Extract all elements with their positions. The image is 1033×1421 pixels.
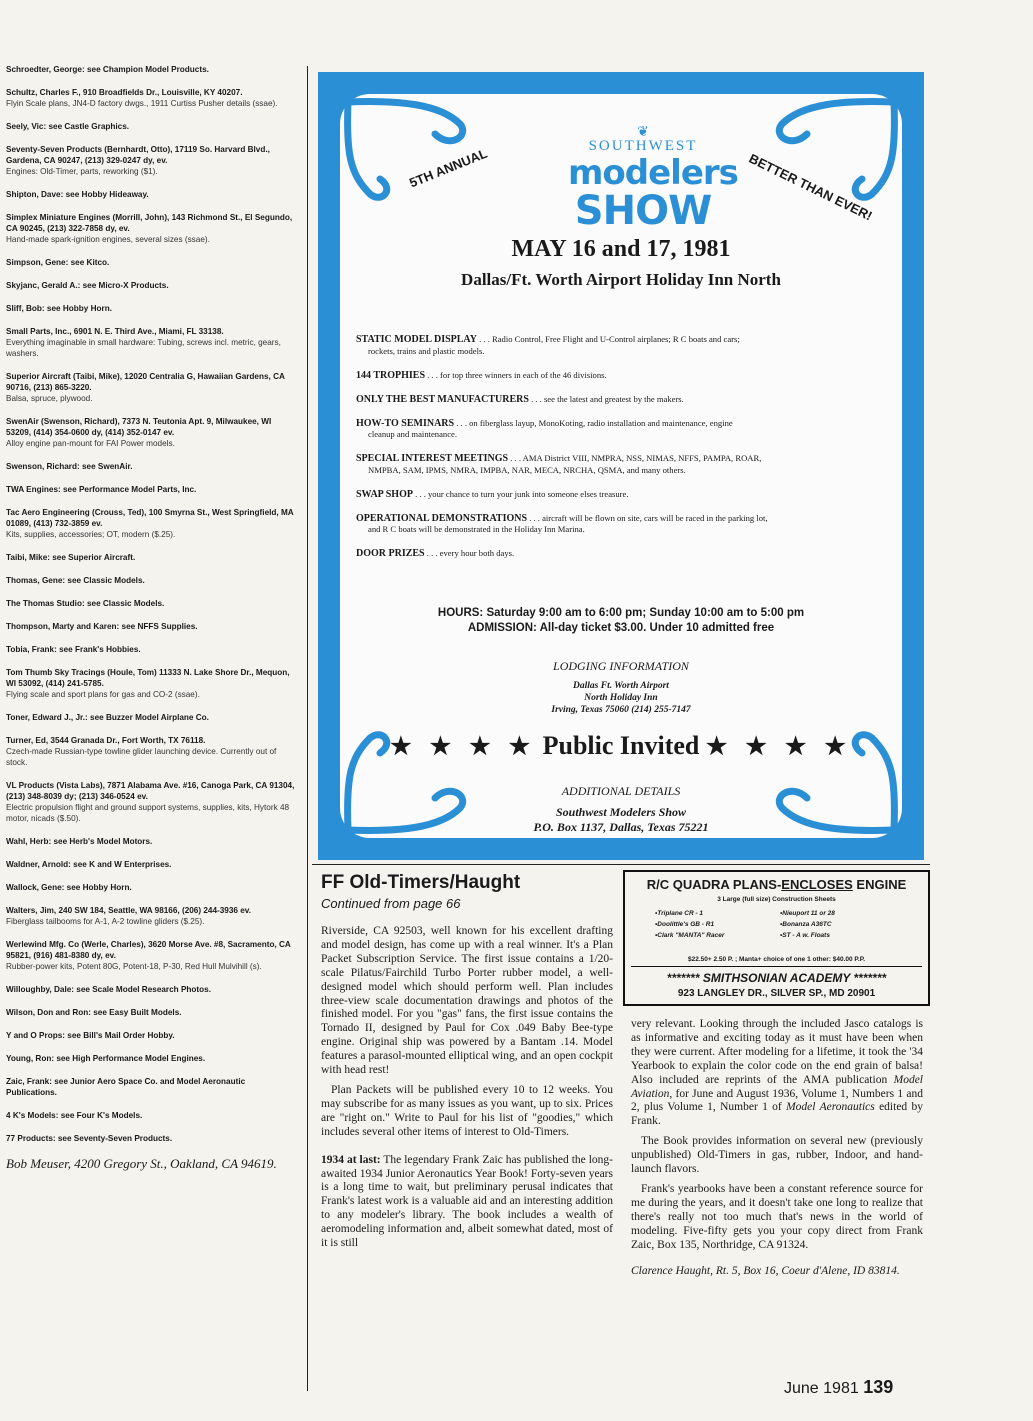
publication-name: Model Aeronautics — [786, 1101, 875, 1114]
quadra-title-a: R/C QUADRA PLANS- — [646, 877, 782, 892]
directory-entry — [6, 1007, 298, 1018]
feature-label: HOW-TO SEMINARS — [356, 417, 455, 429]
quadra-price: $22.50+ 2.50 P. ; Manta+ choice of one 1 other: $40.00 P.P. — [687, 956, 866, 963]
entry-heading: TWA Engines: see Performance Model Parts, Inc. — [6, 485, 197, 494]
star-icon: ★ ★ ★ ★ — [705, 734, 852, 760]
lodging-title: LODGING INFORMATION — [553, 659, 689, 673]
directory-entry — [6, 1053, 298, 1064]
directory-entry — [6, 87, 298, 109]
entry-description: Czech-made Russian-type towline glider launching device. Currently out of stock. — [6, 747, 277, 767]
article-paragraph: Frank's yearbooks have been a constant reference source for me during the years, and it doesn't take one long to realize that there's really not too much that's news in the world of modeling. Five-fifty gets you your copy direct from Frank Zaic, Box 135, Northridge, CA 91324. — [631, 1182, 923, 1251]
details-title: ADDITIONAL DETAILS — [561, 784, 681, 798]
entry-heading: Wallock, Gene: see Hobby Horn. — [6, 883, 132, 892]
entry-description: Balsa, spruce, plywood. — [6, 394, 93, 403]
feature-list — [356, 334, 886, 572]
entry-description: Rubber-power kits, Potent 80G, Potent-18, P-30, Red Hull Mulvihill (s). — [6, 962, 262, 971]
directory-entry — [6, 780, 298, 824]
directory-entry — [6, 712, 298, 723]
lodging-info — [340, 659, 902, 716]
quadra-item: •Triplane CR - 1 — [655, 910, 704, 917]
banner-fifth-annual: 5TH ANNUAL — [407, 145, 490, 191]
quadra-item: •ST - A w. Floats — [780, 932, 830, 939]
entry-heading: Thomas, Gene: see Classic Models. — [6, 576, 145, 585]
entry-heading: Taibi, Mike: see Superior Aircraft. — [6, 553, 136, 562]
directory-entry — [6, 507, 298, 540]
lead-in-bold: 1934 at last: — [321, 1153, 381, 1166]
entry-heading: 77 Products: see Seventy-Seven Products. — [6, 1134, 173, 1143]
entry-heading: Young, Ron: see High Performance Model Engines. — [6, 1054, 206, 1063]
directory-entry — [6, 552, 298, 563]
logo-modelers: modelers — [568, 153, 738, 193]
public-invited-text: Public Invited — [542, 731, 700, 760]
quadra-item: •Doolittle's GB - R1 — [655, 921, 715, 928]
feature-text: . . . every hour both days. — [424, 548, 515, 558]
entry-heading: Schroedter, George: see Champion Model Products. — [6, 65, 209, 74]
entry-heading: Seely, Vic: see Castle Graphics. — [6, 122, 130, 131]
directory-entry — [6, 484, 298, 495]
feature-label: ONLY THE BEST MANUFACTURERS — [356, 393, 529, 405]
entry-heading: 4 K's Models: see Four K's Models. — [6, 1111, 143, 1120]
directory-entry — [6, 416, 298, 449]
entry-description: Hand-made spark-ignition engines, several sizes (ssae). — [6, 235, 210, 244]
quadra-item: •Clark "MANTA" Racer — [655, 932, 725, 939]
show-date: MAY 16 and 17, 1981 — [511, 236, 731, 262]
feature-text: . . . for top three winners in each of the 46 divisions. — [425, 369, 607, 380]
feature-item — [356, 513, 886, 536]
article-paragraph: The Book provides information on several new (previously unpublished) Old-Timers in gas, rubber, Indoor, and hand-launch flavors. — [631, 1135, 923, 1176]
entry-heading: Seventy-Seven Products (Bernhardt, Otto), 17119 So. Harvard Blvd., Gardena, CA 90247, (213) 329-0247 dy, ev. — [6, 145, 270, 165]
directory-entry — [6, 1110, 298, 1121]
feature-text: . . . see the latest and greatest by the makers. — [528, 393, 684, 404]
directory-entry — [6, 1076, 298, 1098]
entry-heading: Sliff, Bob: see Hobby Horn. — [6, 304, 112, 313]
feature-continuation: rockets, trains and plastic models. — [368, 345, 485, 356]
banner-better-than-ever: BETTER THAN EVER! — [746, 150, 875, 224]
directory-entry — [6, 64, 298, 75]
entry-heading: Walters, Jim, 240 SW 184, Seattle, WA 98166, (206) 244-3936 ev. — [6, 906, 251, 915]
article-paragraph — [321, 1154, 613, 1251]
directory-entry — [6, 905, 298, 927]
logo-show: SHOW — [574, 188, 712, 234]
entry-heading: Turner, Ed, 3544 Granada Dr., Fort Worth, TX 76118. — [6, 736, 206, 745]
show-advertisement — [318, 72, 924, 860]
quadra-title-b: ENCLOSES — [781, 877, 853, 892]
quadra-title-c: ENGINE — [852, 877, 907, 892]
entry-heading: Shipton, Dave: see Hobby Hideaway. — [6, 190, 149, 199]
manufacturer-directory — [6, 64, 298, 1172]
feature-continuation: NMPBA, SAM, IPMS, NMRA, IMPBA, NAR, MECA, NRCHA, QSMA, and many others. — [368, 464, 686, 475]
feature-text: . . . aircraft will be flown on site, cars will be raced in the parking lot, — [527, 512, 768, 523]
entry-description: Kits, supplies, accessories; OT, modern ($.25). — [6, 530, 176, 539]
entry-heading: Tac Aero Engineering (Crouss, Ted), 100 Smyrna St., West Springfield, MA 01089, (413) 732-3859 ev. — [6, 508, 294, 528]
directory-entry — [6, 371, 298, 404]
entry-heading: Small Parts, Inc., 6901 N. E. Third Ave., Miami, FL 33138. — [6, 327, 224, 336]
entry-heading: The Thomas Studio: see Classic Models. — [6, 599, 165, 608]
directory-entry — [6, 667, 298, 700]
article-column-1 — [321, 925, 613, 1257]
entry-description: Alloy engine pan-mount for FAI Power models. — [6, 439, 175, 448]
lodging-line: North Holiday Inn — [584, 693, 658, 703]
quadra-address: 923 LANGLEY DR., SILVER SP., MD 20901 — [677, 988, 876, 999]
entry-heading: Y and O Props: see Bill's Mail Order Hobby. — [6, 1031, 175, 1040]
star-icon: ★ ★ ★ ★ — [390, 734, 537, 760]
directory-entry — [6, 984, 298, 995]
details-line: Southwest Modelers Show — [555, 805, 687, 819]
lead-in-text: The legendary Frank Zaic has published the long-awaited 1934 Junior Aeronautics Year Book! Forty-seven years is a long time to wait, but preliminary perusal indicates that Frank's latest work is a valuable aid and an interesting addition to any modeler's library. The book includes a wealth of aeromodeling information and, albeit somewhat dated, most of it is still — [321, 1153, 613, 1250]
entry-description: Everything imaginable in small hardware: Tubing, screws incl. metric, gears, washers. — [6, 338, 281, 358]
directory-entry — [6, 939, 298, 972]
feature-label: STATIC MODEL DISPLAY — [356, 334, 477, 345]
feature-continuation: and R C boats will be demonstrated in the Holiday Inn Marina. — [368, 524, 585, 534]
entry-heading: Werlewind Mfg. Co (Werle, Charles), 3620 Morse Ave. #8, Sacramento, CA 95821, (916) 481-8380 dy, ev. — [6, 940, 291, 960]
directory-entry — [6, 621, 298, 632]
directory-entry — [6, 575, 298, 586]
feature-label: OPERATIONAL DEMONSTRATIONS — [356, 512, 528, 524]
lodging-line: Dallas Ft. Worth Airport — [573, 681, 669, 691]
show-venue: Dallas/Ft. Worth Airport Holiday Inn North — [461, 270, 781, 289]
feature-item — [356, 453, 886, 476]
directory-entry — [6, 1030, 298, 1041]
page-number: 139 — [863, 1377, 894, 1397]
page-folio — [784, 1377, 893, 1398]
entry-heading: SwenAir (Swenson, Richard), 7373 N. Teutonia Apt. 9, Milwaukee, WI 53209, (414) 354-0600 dy, (414) 352-0147 ev. — [6, 417, 272, 437]
directory-entry — [6, 144, 298, 177]
entry-description: Engines: Old-Timer, parts, reworking ($1). — [6, 167, 158, 176]
quadra-academy: ******* SMITHSONIAN ACADEMY ******* — [666, 971, 887, 985]
directory-entry — [6, 461, 298, 472]
feature-item — [356, 334, 886, 357]
entry-heading: Zaic, Frank: see Junior Aero Space Co. and Model Aeronautic Publications. — [6, 1077, 246, 1097]
entry-heading: Wahl, Herb: see Herb's Model Motors. — [6, 837, 153, 846]
directory-entry — [6, 598, 298, 609]
directory-entry — [6, 303, 298, 314]
column-divider — [307, 66, 308, 1391]
entry-heading: Tobia, Frank: see Frank's Hobbies. — [6, 645, 141, 654]
text-run: edited by Frank. — [631, 1101, 924, 1128]
admission-line: ADMISSION: All-day ticket $3.00. Under 10 admitted free — [467, 622, 775, 634]
directory-entry — [6, 735, 298, 768]
text-run: very relevant. Looking through the included Jasco catalogs is as informative and exciting today as it must have been when they were current. After modeling for a lifetime, it took the '34 Yearbook to explain the color code on the end grain of balsa! Also included are reprints of the AMA publication — [631, 1018, 923, 1086]
text-run: , for June and August 1936, Volume 1, Numbers 1 and 2, plus Volume 1, Number 1 of — [631, 1087, 923, 1114]
directory-entry — [6, 212, 298, 245]
entry-heading: VL Products (Vista Labs), 7871 Alabama Ave. #16, Canoga Park, CA 91304, (213) 348-8039 dy; (213) 346-0524 ev. — [6, 781, 295, 801]
directory-entry — [6, 326, 298, 359]
ad-panel — [340, 94, 902, 838]
logo-southwest: SOUTHWEST — [588, 138, 698, 154]
folio-month: June 1981 — [784, 1380, 859, 1397]
entry-heading: Thompson, Marty and Karen: see NFFS Supplies. — [6, 622, 198, 631]
quadra-subtitle: 3 Large (full size) Construction Sheets — [717, 896, 836, 903]
quadra-item: •Nieuport 11 or 28 — [780, 910, 835, 917]
entry-description: Electric propulsion flight and ground support systems, supplies, kits, Hytork 48 motor, nicads ($.50). — [6, 803, 290, 823]
article-paragraph: Riverside, CA 92503, well known for his excellent drafting and model design, has come up with a real winner. It's a Plan Packet Subscription Service. The first issue contains a 1/20-scale Pilatus/Fairchild Turbo Porter rubber model, a well-designed model which should perform well. Plan includes three-view scale documentation drawings and photos of the finished model. For you "gas" fans, the first issue contains the Tornado II, designed by Paul for Cox .049 Baby Bee-type engine. Original ship was powered by a Bantam .14. Model features a parasol-mounted elliptical wing, and an open cockpit with head rest! — [321, 925, 613, 1077]
publication-name: Model Aviation — [631, 1073, 923, 1100]
entry-heading: Simpson, Gene: see Kitco. — [6, 258, 110, 267]
feature-label: DOOR PRIZES — [356, 548, 425, 559]
quadra-divider — [631, 966, 922, 967]
article-subtitle: Continued from page 66 — [321, 896, 461, 911]
feature-text: . . . Radio Control, Free Flight and U-Control airplanes; R C boats and cars; — [476, 334, 740, 344]
entry-heading: Tom Thumb Sky Tracings (Houle, Tom) 11333 N. Lake Shore Dr., Mequon, WI 53092, (414) 241-5785. — [6, 668, 290, 688]
entry-description: Flying scale and sport plans for gas and CO-2 (ssae). — [6, 690, 200, 699]
feature-text: . . . your chance to turn your junk into someone elses treasure. — [412, 488, 629, 499]
feature-continuation: cleanup and maintenance. — [368, 429, 457, 439]
quadra-plans-ad — [623, 870, 930, 1006]
entry-heading: Simplex Miniature Engines (Morrill, John), 143 Richmond St., El Segundo, CA 90245, (213) 322-7858 dy, ev. — [6, 213, 293, 233]
directory-entry — [6, 280, 298, 291]
directory-entry — [6, 189, 298, 200]
feature-item — [356, 418, 886, 441]
public-invited-banner — [340, 731, 902, 761]
directory-entry — [6, 257, 298, 268]
hours-line: HOURS: Saturday 9:00 am to 6:00 pm; Sunday 10:00 am to 5:00 pm — [437, 607, 805, 619]
directory-entry — [6, 121, 298, 132]
quadra-model-list — [655, 908, 905, 941]
article-column-2 — [631, 1018, 923, 1284]
directory-entry — [6, 644, 298, 655]
feature-item — [356, 394, 886, 406]
entry-description: Fiberglass tailbooms for A-1, A-2 towline gliders ($.25). — [6, 917, 205, 926]
directory-entry — [6, 859, 298, 870]
entry-heading: Willoughby, Dale: see Scale Model Research Photos. — [6, 985, 211, 994]
entry-heading: Toner, Edward J., Jr.: see Buzzer Model Airplane Co. — [6, 713, 209, 722]
details-line: P.O. Box 1137, Dallas, Texas 75221 — [533, 820, 709, 834]
feature-text: . . . on fiberglass layup, MonoKoting, radio installation and maintenance, engine — [454, 417, 733, 428]
additional-details — [340, 784, 902, 835]
directory-signature: Bob Meuser, 4200 Gregory St., Oakland, CA 94619. — [6, 1156, 277, 1171]
hours-block — [340, 606, 902, 636]
entry-description: Flyin Scale plans, JN4-D factory dwgs., 1911 Curtiss Pusher details (ssae). — [6, 99, 278, 108]
feature-label: 144 TROPHIES — [356, 369, 425, 381]
feature-item — [356, 548, 886, 560]
logo-ornament-icon: ❦ — [637, 123, 649, 139]
section-divider — [312, 864, 930, 865]
show-logo — [568, 123, 738, 234]
author-signature: Clarence Haught, Rt. 5, Box 16, Coeur d'Alene, ID 83814. — [631, 1264, 900, 1277]
entry-heading: Waldner, Arnold: see K and W Enterprises. — [6, 860, 172, 869]
quadra-title — [625, 877, 928, 892]
directory-entry — [6, 836, 298, 847]
article-paragraph — [631, 1018, 923, 1129]
entry-heading: Schultz, Charles F., 910 Broadfields Dr., Louisville, KY 40207. — [6, 88, 243, 97]
directory-entry — [6, 882, 298, 893]
article-paragraph: Plan Packets will be published every 10 to 12 weeks. You may subscribe for as many issues as you want, up to six. Prices are "right on." Write to Paul for his list of "goodies," which includes several other items of interest to Old-Timers. — [321, 1083, 613, 1138]
feature-item — [356, 370, 886, 382]
entry-heading: Swenson, Richard: see SwenAir. — [6, 462, 133, 471]
directory-entry — [6, 1133, 298, 1144]
feature-label: SPECIAL INTEREST MEETINGS — [356, 453, 509, 464]
feature-text: . . . AMA District VIII, NMPRA, NSS, NIMAS, NFFS, PAMPA, ROAR, — [508, 453, 762, 463]
lodging-line: Irving, Texas 75060 (214) 255-7147 — [551, 705, 691, 715]
feature-item — [356, 489, 886, 501]
entry-heading: Wilson, Don and Ron: see Easy Built Models. — [6, 1008, 182, 1017]
article-title: FF Old-Timers/Haught — [321, 872, 521, 893]
feature-label: SWAP SHOP — [356, 488, 413, 500]
quadra-item: •Bonanza A36TC — [780, 921, 832, 928]
entry-heading: Skyjanc, Gerald A.: see Micro-X Products. — [6, 281, 169, 290]
entry-heading: Superior Aircraft (Taibi, Mike), 12020 Centralia G, Hawaiian Gardens, CA 90716, (213) 865-3220. — [6, 372, 285, 392]
